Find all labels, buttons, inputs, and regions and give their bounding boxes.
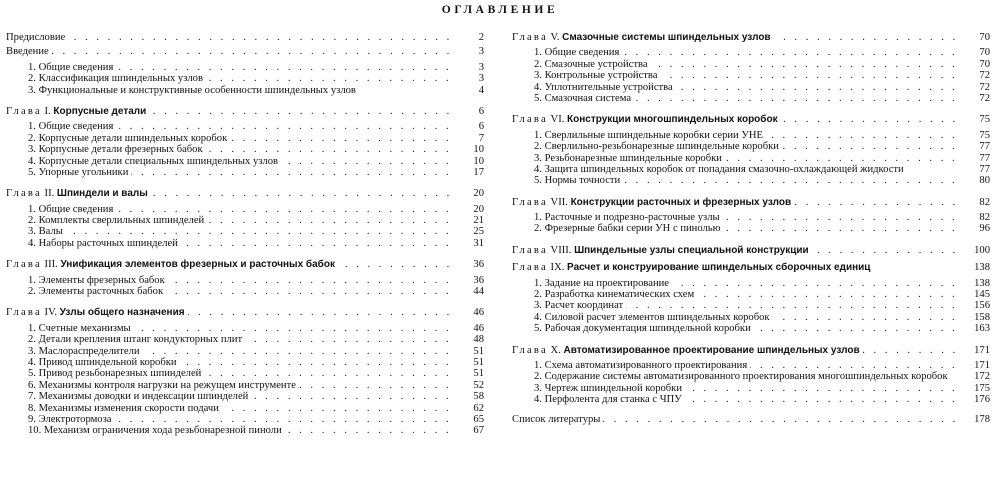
- toc-subentry[interactable]: . . . 2. Корпусные детали шпиндельных коробок 7: [6, 133, 484, 144]
- toc-chapter-10[interactable]: . . . Глава X. Автоматизированное проектирование шпиндельных узлов 171: [512, 345, 990, 356]
- toc-entry-references[interactable]: . . . Список литературы 178: [512, 414, 990, 425]
- toc-subentry[interactable]: . . . 3. Валы 25: [6, 226, 484, 237]
- toc-subentry[interactable]: . . . 3. Чертеж шпиндельной коробки 175: [512, 383, 990, 394]
- toc-subentry[interactable]: . . . 4. Привод шпиндельной коробки 51: [6, 357, 484, 368]
- toc-subentry[interactable]: . . . 2. Комплекты сверлильных шпинделей 21: [6, 215, 484, 226]
- toc-chapter-3[interactable]: . . . Глава III. Унификация элементов фрезерных и расточных бабок 36: [6, 259, 484, 270]
- toc-entry-intro[interactable]: . . . Введение 3: [6, 46, 484, 57]
- toc-subentry[interactable]: . . . 3. Резьбонарезные шпиндельные коробки 77: [512, 153, 990, 164]
- toc-subentry[interactable]: . . . 2. Классификация шпиндельных узлов 3: [6, 73, 484, 84]
- toc-subentry[interactable]: . . . 4. Наборы расточных шпинделей 31: [6, 238, 484, 249]
- toc-subentry[interactable]: . . . 2. Элементы расточных бабок 44: [6, 286, 484, 297]
- toc-subentry[interactable]: . . . 2. Сверлильно-резьбонарезные шпиндельные коробки 77: [512, 141, 990, 152]
- toc-subentry[interactable]: . . . 3. Контрольные устройства 72: [512, 70, 990, 81]
- toc-subentry[interactable]: . . . 3. Корпусные детали фрезерных бабок 10: [6, 144, 484, 155]
- toc-subentry[interactable]: . . . 2. Детали крепления штанг кондукторных плит 48: [6, 334, 484, 345]
- toc-subentry[interactable]: . . . 1. Общие сведения 6: [6, 121, 484, 132]
- toc-chapter-6[interactable]: . . . Глава VI. Конструкции многошпиндельных коробок 75: [512, 114, 990, 125]
- toc-subentry[interactable]: . . . 5. Смазочная система 72: [512, 93, 990, 104]
- page-title: ОГЛАВЛЕНИЕ: [441, 4, 559, 16]
- toc-subentry[interactable]: 3. Функциональные и конструктивные особенности шпиндельных узлов 4: [28, 84, 484, 96]
- toc-subentry[interactable]: . . . 7. Механизмы доводки и индексации шпинделей 58: [6, 391, 484, 402]
- page-number: 3: [460, 46, 484, 57]
- toc-subentry[interactable]: . . . 8. Механизмы изменения скорости подачи 62: [6, 403, 484, 414]
- toc-right-column: [512, 32, 990, 425]
- toc-subentry[interactable]: . . . 1. Элементы фрезерных бабок 36: [6, 275, 484, 286]
- toc-subentry[interactable]: . . . 3. Маслораспределители 51: [6, 346, 484, 357]
- toc-subentry[interactable]: . . . 5. Нормы точности 80: [512, 175, 990, 186]
- toc-subentry[interactable]: . . . 4. Перфолента для станка с ЧПУ 176: [512, 394, 990, 405]
- toc-subentry[interactable]: . . . 5. Упорные угольники 17: [6, 167, 484, 178]
- toc-chapter-4[interactable]: . . . Глава IV. Узлы общего назначения 46: [6, 307, 484, 318]
- toc-subentry[interactable]: . . . 9. Электротормоза 65: [6, 414, 484, 425]
- toc-subentry[interactable]: . . . 4. Силовой расчет элементов шпиндельных коробок 158: [512, 312, 990, 323]
- toc-subentry[interactable]: . . . 1. Счетные механизмы 46: [6, 323, 484, 334]
- page-number: 2: [460, 32, 484, 43]
- toc-subentry[interactable]: . . . 5. Рабочая документация шпиндельной коробки 163: [512, 323, 990, 334]
- toc-subentry[interactable]: 2. Содержание системы автоматизированного проектирования многошпиндельных коробок 172: [534, 371, 990, 383]
- toc-entry-preface[interactable]: . . . Предисловие 2: [6, 32, 484, 43]
- toc-chapter-9[interactable]: Глава IX. Расчет и конструирование шпиндельных сборочных единиц 138: [512, 262, 990, 274]
- toc-subentry[interactable]: 4. Защита шпиндельных коробок от попадания смазочно-охлаждающей жидкости 77: [534, 163, 990, 175]
- toc-subentry[interactable]: . . . 6. Механизмы контроля нагрузки на режущем инструменте 52: [6, 380, 484, 391]
- toc-subentry[interactable]: . . . 5. Привод резьбонарезных шпинделей 51: [6, 368, 484, 379]
- toc-subentry[interactable]: . . . 1. Задание на проектирование 138: [512, 278, 990, 289]
- toc-left-column: [6, 32, 484, 437]
- toc-subentry[interactable]: . . . 1. Общие сведения 70: [512, 47, 990, 58]
- toc-chapter-7[interactable]: . . . Глава VII. Конструкции расточных и фрезерных узлов 82: [512, 197, 990, 208]
- toc-subentry[interactable]: . . . 4. Уплотнительные устройства 72: [512, 82, 990, 93]
- toc-subentry[interactable]: . . . 2. Смазочные устройства 70: [512, 59, 990, 70]
- toc-subentry[interactable]: . . . 10. Механизм ограничения хода резьбонарезной пиноли 67: [6, 425, 484, 436]
- toc-chapter-2[interactable]: . . . Глава II. Шпиндели и валы 20: [6, 188, 484, 199]
- toc-subentry[interactable]: . . . 1. Общие сведения 3: [6, 62, 484, 73]
- toc-subentry[interactable]: . . . 1. Сверлильные шпиндельные коробки серии УНЕ 75: [512, 130, 990, 141]
- toc-chapter-1[interactable]: . . . Глава I. Корпусные детали 6: [6, 106, 484, 117]
- toc-subentry[interactable]: . . . 2. Фрезерные бабки серии УН с пинолью 96: [512, 223, 990, 234]
- toc-chapter-8[interactable]: . . . Глава VIII. Шпиндельные узлы специальной конструкции 100: [512, 245, 990, 256]
- toc-subentry[interactable]: . . . 1. Общие сведения 20: [6, 204, 484, 215]
- toc-chapter-5[interactable]: . . . Глава V. Смазочные системы шпиндельных узлов 70: [512, 32, 990, 43]
- toc-subentry[interactable]: . . . 1. Расточные и подрезно-расточные узлы 82: [512, 212, 990, 223]
- toc-subentry[interactable]: . . . 2. Разработка кинематических схем 145: [512, 289, 990, 300]
- toc-subentry[interactable]: . . . 4. Корпусные детали специальных шпиндельных узлов 10: [6, 156, 484, 167]
- toc-subentry[interactable]: . . . 1. Схема автоматизированного проектирования 171: [512, 360, 990, 371]
- toc-subentry[interactable]: . . . 3. Расчет координат 156: [512, 300, 990, 311]
